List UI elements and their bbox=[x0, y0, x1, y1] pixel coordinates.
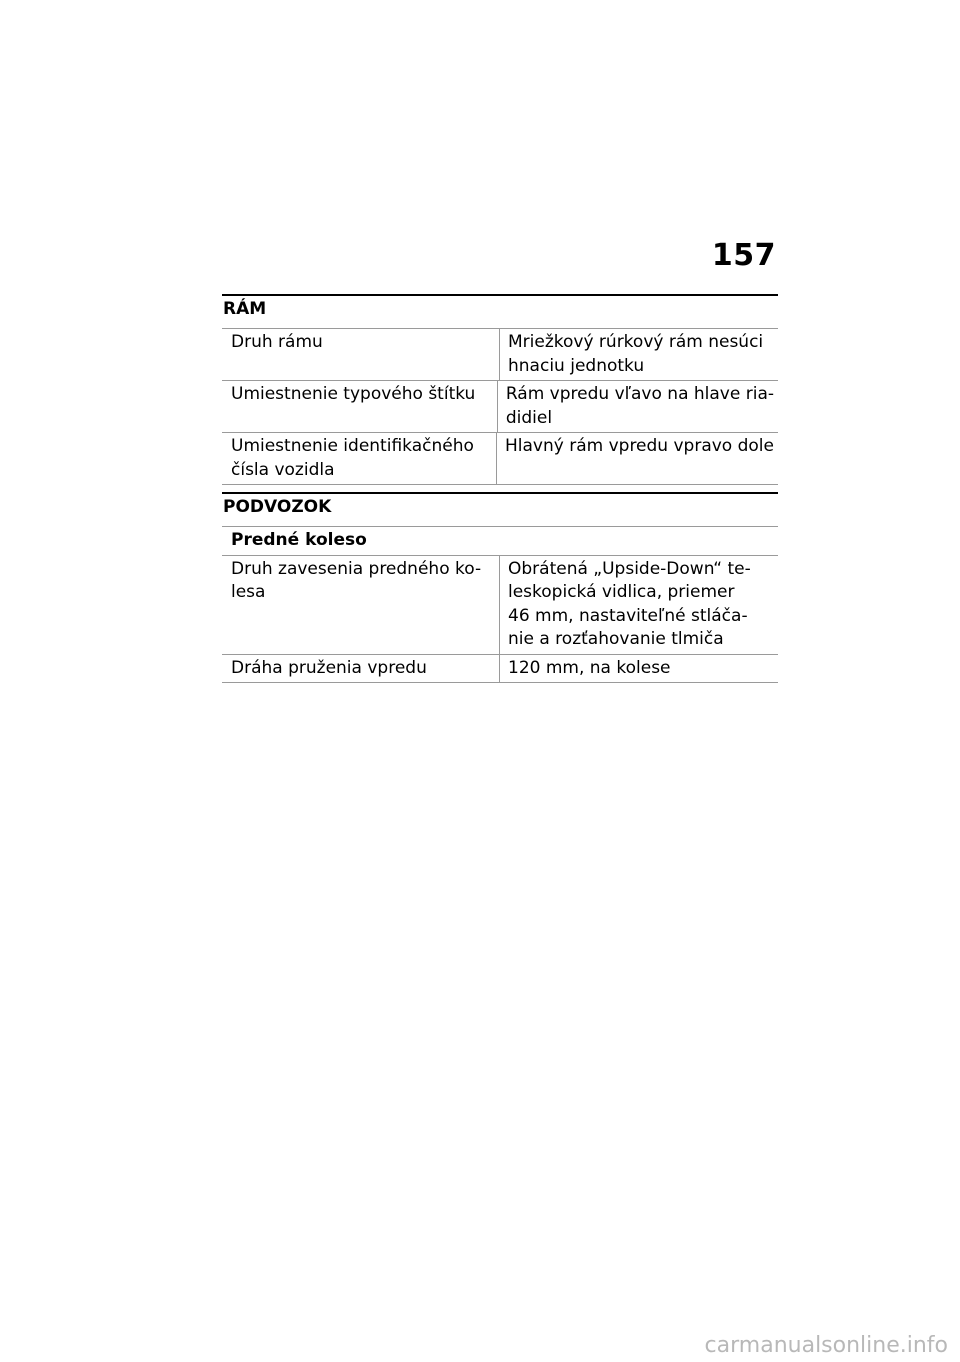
footer-watermark: carmanualsonline.info bbox=[704, 1333, 948, 1358]
spec-value-line: nie a rozťahovanie tlmiča bbox=[508, 629, 724, 649]
table-row bbox=[222, 556, 778, 655]
spec-value bbox=[500, 329, 778, 380]
spec-value bbox=[500, 655, 778, 683]
spec-label-line: čísla vozidla bbox=[231, 459, 335, 480]
spec-label-line: Dráha pruženia vpredu bbox=[231, 657, 427, 678]
table-row bbox=[222, 381, 778, 433]
spec-label-line: Umiestnenie typového štítku bbox=[231, 384, 476, 404]
front-wheel-subheading: Predné koleso bbox=[222, 527, 778, 556]
spec-value-line: 120 mm, na kolese bbox=[508, 657, 671, 678]
chassis-section-title: PODVOZOK bbox=[222, 494, 778, 527]
spec-label-line: Druh rámu bbox=[231, 332, 323, 352]
spec-value-line: leskopická vidlica, priemer bbox=[508, 582, 735, 602]
page-number: 157 bbox=[711, 238, 776, 273]
spec-label-line: lesa bbox=[231, 582, 266, 602]
spec-value-line: hnaciu jednotku bbox=[508, 355, 645, 376]
frame-section bbox=[222, 294, 778, 485]
spec-value-line: didiel bbox=[505, 407, 553, 428]
spec-value-line: 46 mm, nastaviteľné stláča- bbox=[508, 605, 748, 626]
spec-label bbox=[222, 433, 497, 484]
spec-value-line: Rám vpredu vľavo na hlave ria- bbox=[505, 384, 774, 404]
spec-label bbox=[222, 381, 498, 432]
spec-value-line: Mriežkový rúrkový rám nesúci bbox=[508, 332, 764, 352]
table-row bbox=[222, 655, 778, 684]
spec-label bbox=[222, 329, 500, 380]
table-row bbox=[222, 433, 778, 485]
spec-value-line: Hlavný rám vpredu vpravo dole bbox=[505, 436, 774, 456]
table-row bbox=[222, 329, 778, 381]
spec-value bbox=[498, 381, 778, 432]
spec-label bbox=[222, 655, 500, 683]
spec-label-line: Umiestnenie identifikačného bbox=[231, 436, 474, 456]
spec-value-line: Obrátená „Upside-Down“ te- bbox=[508, 558, 751, 579]
chassis-section bbox=[222, 492, 778, 683]
spec-value bbox=[497, 433, 778, 484]
frame-section-title: RÁM bbox=[222, 296, 778, 329]
spec-value bbox=[500, 556, 778, 654]
spec-label bbox=[222, 556, 500, 654]
spec-label-line: Druh zavesenia predného ko- bbox=[231, 558, 482, 579]
